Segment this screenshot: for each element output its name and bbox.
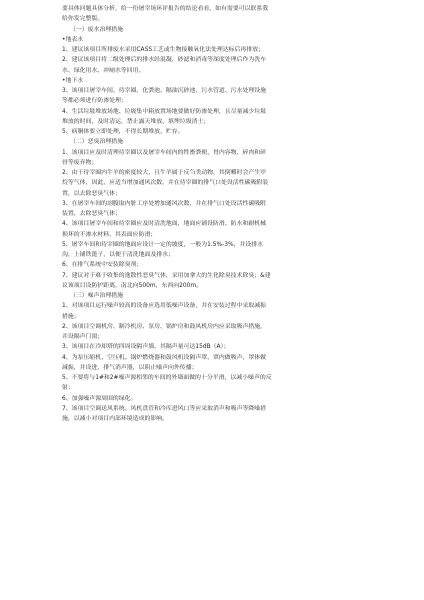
text-line: 议该项目设防护距离，南北向500m，东西向200m。 <box>62 282 202 289</box>
text-line: 措施； <box>62 313 80 320</box>
text-line: 1、建议该项目所排废水采用CASS工艺或生物接触氧化法处理达标后再排放； <box>62 47 264 53</box>
text-line: 装置，去除恶臭气体； <box>62 211 121 217</box>
text-line: 3、该项目在冷却塔的四周设隔声墙，其隔声量可达15dB（A）； <box>62 344 230 351</box>
text-line: 骨等废弃物； <box>62 159 98 166</box>
text-line: 3、该项目屠宰车间、待宰圈、化粪池、隔油沉砂池、污水管道、污水处理设施 <box>62 88 267 94</box>
text-line: 2、该项目空调机房、制冷机房、泵房、锅炉房和鼓风机房内应采取吸声措施， <box>62 323 267 330</box>
text-line: 沟，上铺铁篦子，以便于清洗地面及排水； <box>62 252 174 258</box>
text-line: 4、该项目屠宰车间和待宰圈应及时清洗地面，地面应铺设防滑、防水和耐机械 <box>62 221 267 228</box>
text-line: 并设隔声门窗； <box>62 334 104 340</box>
text-line: 给你发完整版。 <box>62 16 104 23</box>
text-line: 2、建议该项目将二级处理后的排水经混凝、砂滤和消毒等深度处理后作为洗车 <box>62 57 267 64</box>
section-heading-wastewater: （一）废水治理措施 <box>70 26 124 33</box>
text-line: 1、该项目应及时清理待宰圈以及屠宰车间内的牲畜粪便、胃内容物、碎肉和碎 <box>62 149 267 156</box>
text-line: 置，以去除恶臭气体； <box>62 190 121 197</box>
section-heading-noise: （三）噪声治理措施 <box>70 293 124 299</box>
text-line: 3、在屠宰车间的剖腹取内脏工序处增加通风次数，并在排气口处设活性碳吸附 <box>62 200 267 207</box>
text-line: 施，以减小对项目内部环境造成的影响。 <box>62 416 169 422</box>
text-line: 1、对该项目运行噪声较高的设备应选用低噪声设备，并在安装过程中采取减振 <box>62 303 267 310</box>
text-line: 4、为泵压缩机、空压机、锅炉燃烧器和鼓风机设隔声罩，罩内做吸声，罩体做 <box>62 354 267 361</box>
text-line: 射； <box>62 385 74 392</box>
text-line: 7、建议对于难于收集的逸散性恶臭气体，采用加拿大的生化除臭技术除臭；&建 <box>62 272 271 279</box>
text-line: 烷等气体，因此，应适当增加通风次数，并在待宰圈的排气口处设活性碳吸附装 <box>62 180 269 187</box>
text-line: 5、屠宰车间和待宰圈的地面应设计一定的坡度，一般为1.5%-3%，并设排水 <box>62 241 264 248</box>
text-line: 等都必须进行防渗处理； <box>62 98 127 105</box>
subheading-surface-water: •地表水 <box>62 36 84 43</box>
text-line: 水、绿化用水、冲厕水等回用。 <box>62 67 145 74</box>
text-line: 损坏的不渗水材料，其表面应防滑； <box>62 231 157 238</box>
text-line: 5、病胴体要立即处理，不得长期堆放、贮存。 <box>62 129 184 135</box>
text-line: 减振，并设进、排气消声器，以阻止噪声向外传播； <box>62 364 198 371</box>
text-line: 6、在排气系统中安装除臭剂； <box>62 262 143 269</box>
text-line: 堆放的时间，及时清运，禁止露天堆放、填埋垃圾渣土； <box>62 118 210 125</box>
subheading-groundwater: •地下水 <box>62 77 84 84</box>
text-line: 要具体问题具体分析，给一份屠宰场环评报告的结论看看，如有需要可以联系我 <box>62 6 269 12</box>
text-line: 7、该项目空调送风系统、风机盘管和冷库进风口等应采取消声和吸声等降噪措 <box>62 405 267 412</box>
text-line: 5、不要将与1#和2#噪声源相邻的车间的外墙面做的十分平滑，以减小噪声的反 <box>62 375 272 381</box>
text-line: 6、加强噪声源周围的绿化。 <box>62 395 137 402</box>
text-line: 4、生活垃圾堆放场地、垃圾集中箱放置场地要做好防渗处理，且尽量减少垃圾 <box>62 108 267 115</box>
text-line: 2、由于待宰圈内牛羊的密度较大，且牛羊属于反刍类动物，其倒嚼时会产生甲 <box>62 170 267 176</box>
section-heading-odor: （二）恶臭治理措施 <box>70 139 124 146</box>
